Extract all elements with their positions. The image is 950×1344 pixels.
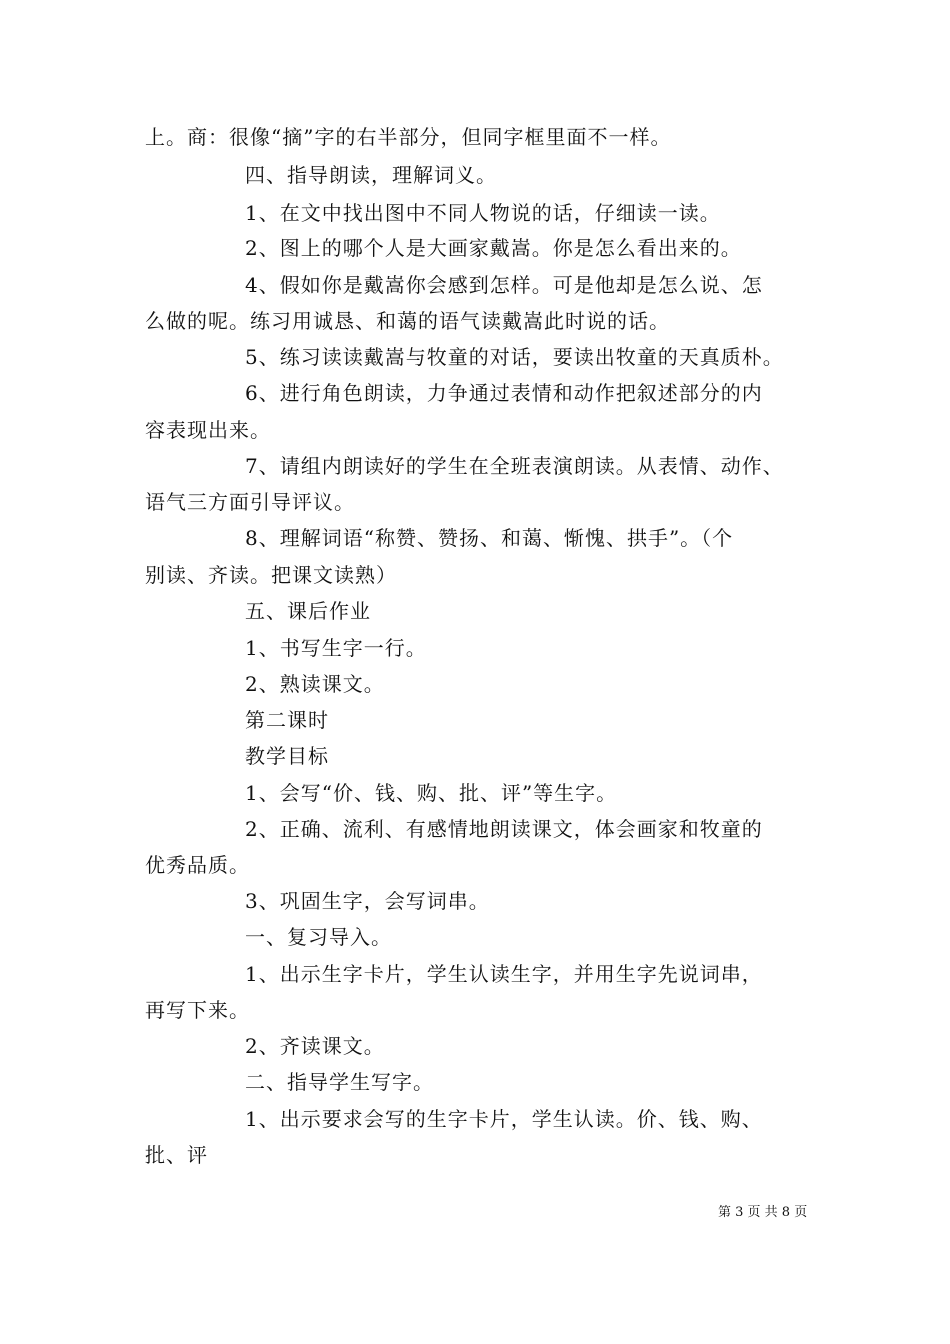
text-line-16: 2、熟读课文。 bbox=[245, 672, 385, 696]
text-line-12: 8、理解词语“称赞、赞扬、和蔼、惭愧、拱手”。（个 bbox=[245, 526, 734, 550]
page-number: 第 3 页 共 8 页 bbox=[718, 1205, 808, 1220]
text-line-11: 语气三方面引导评议。 bbox=[145, 490, 355, 514]
section-heading-5: 五、课后作业 bbox=[245, 599, 371, 623]
text-line-25: 再写下来。 bbox=[145, 998, 250, 1022]
text-line-1: 上。商：很像“摘”字的右半部分，但同字框里面不一样。 bbox=[145, 125, 672, 149]
text-line-8: 6、进行角色朗读，力争通过表情和动作把叙述部分的内 bbox=[245, 381, 763, 405]
section-heading-4: 四、指导朗读，理解词义。 bbox=[245, 163, 497, 187]
text-line-20: 2、正确、流利、有感情地朗读课文，体会画家和牧童的 bbox=[245, 817, 763, 841]
text-line-7: 5、练习读读戴嵩与牧童的对话，要读出牧童的天真质朴。 bbox=[245, 345, 784, 369]
text-line-13: 别读、齐读。把课文读熟） bbox=[145, 563, 397, 587]
text-line-9: 容表现出来。 bbox=[145, 418, 271, 442]
text-line-15: 1、书写生字一行。 bbox=[245, 636, 427, 660]
text-line-22: 3、巩固生字，会写词串。 bbox=[245, 889, 490, 913]
text-line-29: 批、评 bbox=[145, 1143, 208, 1167]
text-line-24: 1、出示生字卡片，学生认读生字，并用生字先说词串， bbox=[245, 962, 763, 986]
text-line-26: 2、齐读课文。 bbox=[245, 1034, 385, 1058]
section-heading-1: 一、复习导入。 bbox=[245, 925, 392, 949]
text-line-10: 7、请组内朗读好的学生在全班表演朗读。从表情、动作、 bbox=[245, 454, 784, 478]
text-line-3: 1、在文中找出图中不同人物说的话，仔细读一读。 bbox=[245, 201, 721, 225]
text-line-28: 1、出示要求会写的生字卡片，学生认读。价、钱、购、 bbox=[245, 1107, 763, 1131]
goals-heading: 教学目标 bbox=[245, 744, 329, 768]
text-line-21: 优秀品质。 bbox=[145, 853, 250, 877]
text-line-19: 1、会写“价、钱、购、批、评”等生字。 bbox=[245, 781, 618, 805]
text-line-4: 2、图上的哪个人是大画家戴嵩。你是怎么看出来的。 bbox=[245, 236, 742, 260]
lesson-heading: 第二课时 bbox=[245, 708, 329, 732]
text-line-6: 么做的呢。练习用诚恳、和蔼的语气读戴嵩此时说的话。 bbox=[145, 309, 670, 333]
section-heading-2: 二、指导学生写字。 bbox=[245, 1070, 434, 1094]
text-line-5: 4、假如你是戴嵩你会感到怎样。可是他却是怎么说、怎 bbox=[245, 273, 763, 297]
